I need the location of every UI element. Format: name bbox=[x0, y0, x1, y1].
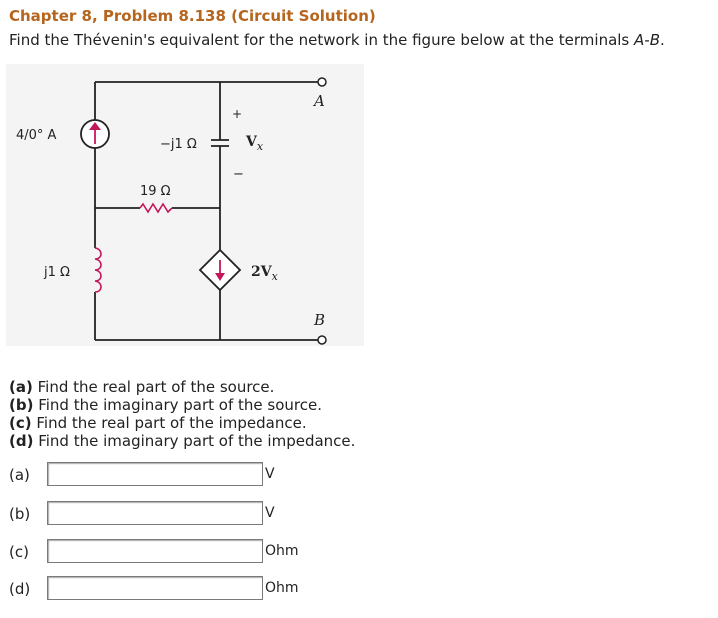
prompt-prefix: Find the Thévenin's equivalent for the network in the figure below at the terminals bbox=[9, 31, 635, 49]
part-a-text: Find the real part of the source. bbox=[32, 378, 275, 396]
source-label: 4/0° A bbox=[16, 128, 57, 143]
problem-title: Chapter 8, Problem 8.138 (Circuit Solution) bbox=[9, 7, 376, 25]
terminal-a bbox=[318, 78, 326, 86]
resistor-label: 19 Ω bbox=[140, 184, 171, 199]
part-b-tag: (b) bbox=[9, 396, 34, 414]
terminal-a-label: A bbox=[314, 92, 325, 110]
answer-c-unit: Ohm bbox=[265, 543, 299, 559]
dep-value: 2V bbox=[251, 264, 272, 280]
answer-a-input[interactable] bbox=[47, 462, 263, 486]
part-d bbox=[9, 432, 355, 450]
answer-d-unit: Ohm bbox=[265, 580, 299, 596]
answer-d-input[interactable] bbox=[47, 576, 263, 600]
answer-c-input[interactable] bbox=[47, 539, 263, 563]
part-c-tag: (c) bbox=[9, 414, 32, 432]
dep-subscript: x bbox=[271, 270, 278, 283]
part-a bbox=[9, 378, 355, 396]
terminal-b-label: B bbox=[314, 311, 326, 329]
vx-plus: + bbox=[232, 107, 243, 121]
figure-background bbox=[6, 64, 364, 346]
prompt-suffix: . bbox=[660, 31, 665, 49]
cap-label: −j1 Ω bbox=[160, 137, 197, 152]
answer-a-label: (a) bbox=[9, 466, 30, 484]
vx-minus: − bbox=[233, 167, 244, 182]
vx-letter: V bbox=[246, 134, 257, 150]
vx-subscript: x bbox=[256, 140, 264, 153]
circuit-diagram bbox=[0, 60, 380, 350]
answer-d-label: (d) bbox=[9, 580, 31, 598]
part-b bbox=[9, 396, 355, 414]
answer-a-unit: V bbox=[265, 466, 275, 482]
part-d-tag: (d) bbox=[9, 432, 34, 450]
part-d-text: Find the imaginary part of the impedance. bbox=[33, 432, 356, 450]
current-source bbox=[81, 120, 109, 148]
inductor-label: j1 Ω bbox=[44, 265, 70, 280]
prompt-terminals: A-B bbox=[634, 31, 660, 49]
part-c bbox=[9, 414, 355, 432]
problem-prompt bbox=[9, 31, 665, 49]
terminal-b bbox=[318, 336, 326, 344]
answer-b-label: (b) bbox=[9, 505, 31, 523]
part-a-tag: (a) bbox=[9, 378, 33, 396]
answer-b-input[interactable] bbox=[47, 501, 263, 525]
part-b-text: Find the imaginary part of the source. bbox=[33, 396, 322, 414]
answer-b-unit: V bbox=[265, 505, 275, 521]
question-parts bbox=[9, 378, 355, 450]
part-c-text: Find the real part of the impedance. bbox=[31, 414, 307, 432]
answer-c-label: (c) bbox=[9, 543, 29, 561]
